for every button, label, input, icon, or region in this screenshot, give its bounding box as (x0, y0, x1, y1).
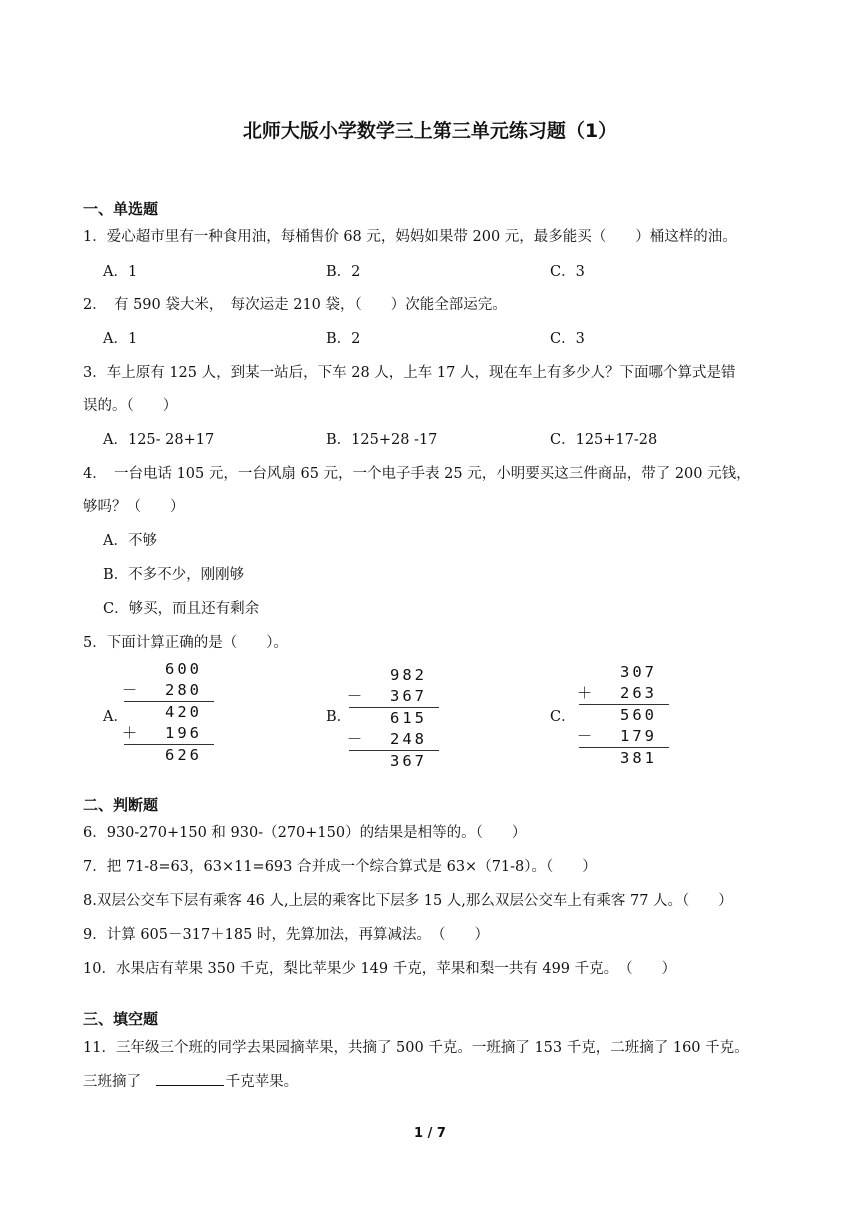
question-1: 1．爱心超市里有一种食用油，每桶售价 68 元，妈妈如果带 200 元，最多能买（ ）桶这样的油。 (83, 229, 737, 245)
question-11-line-1: 11．三年级三个班的同学去果园摘苹果，共摘了 500 千克。一班摘了 153 千克，二班摘了 160 千克。 (83, 1040, 749, 1056)
q4-option-c: C．够买，而且还有剩余 (103, 601, 260, 617)
question-3-line-1: 3．车上原有 125 人，到某一站后，下车 28 人，上车 17 人，现在车上有多少人？下面哪个算式是错 (83, 365, 736, 381)
q3-option-a: A．125- 28+17 (103, 432, 215, 448)
q5-option-a-calculation: 600 － 280 420 ＋ 196 626 (120, 659, 214, 766)
q11-prefix: 三班摘了 (83, 1074, 141, 1090)
question-2: 2． 有 590 袋大米， 每次运走 210 袋，（ ）次能全部运完。 (83, 297, 507, 313)
section-heading-single-choice: 一、单选题 (83, 200, 159, 218)
q5-option-c-label: C． (550, 709, 576, 725)
q3-option-c: C．125+17-28 (550, 432, 658, 448)
question-4-line-2: 够吗？（ ） (83, 499, 185, 515)
page-number: 1 / 7 (414, 1126, 446, 1141)
q3-option-b: B．125+28 -17 (326, 432, 438, 448)
question-8: 8.双层公交车下层有乘客 46 人,上层的乘客比下层多 15 人,那么双层公交车上有乘客 77 人。（ ） (83, 893, 733, 909)
q11-suffix: 千克苹果。 (225, 1074, 299, 1090)
q5-option-a-label: A． (103, 709, 128, 725)
q5-option-b-calculation: 982 － 367 615 － 248 367 (345, 665, 439, 772)
question-3-line-2: 误的。（ ） (83, 398, 178, 414)
q4-option-a: A．不够 (103, 533, 157, 549)
q2-option-a: A．1 (103, 331, 138, 347)
question-9: 9．计算 605－317＋185 时，先算加法，再算减法。 （ ） (83, 927, 489, 943)
q4-option-b: B．不多不少，刚刚够 (103, 567, 245, 583)
page-title: 北师大版小学数学三上第三单元练习题（1） (242, 120, 618, 142)
question-6: 6．930-270+150 和 930-（270+150）的结果是相等的。（ ） (83, 825, 527, 841)
question-7: 7．把 71-8=63，63×11=693 合并成一个综合算式是 63×（71-8）。（ ） (83, 859, 597, 875)
section-heading-fill-in: 三、填空题 (83, 1010, 159, 1028)
section-heading-true-false: 二、判断题 (83, 796, 159, 814)
q2-option-c: C．3 (550, 331, 585, 347)
q2-option-b: B．2 (326, 331, 361, 347)
q1-option-a: A．1 (103, 264, 138, 280)
question-4-line-1: 4． 一台电话 105 元，一台风扇 65 元，一个电子手表 25 元，小明要买这三件商品，带了 200 元钱， (83, 466, 751, 482)
question-5: 5．下面计算正确的是（ ）。 (83, 635, 288, 651)
q5-option-b-label: B． (326, 709, 352, 725)
answer-blank[interactable] (156, 1071, 224, 1086)
question-11-line-2 (83, 1070, 298, 1091)
q1-option-b: B．2 (326, 264, 361, 280)
q1-option-c: C．3 (550, 264, 585, 280)
question-10: 10．水果店有苹果 350 千克，梨比苹果少 149 千克，苹果和梨一共有 499 千克。 （ ） (83, 961, 677, 977)
q5-option-c-calculation: 307 ＋ 263 560 － 179 381 (575, 662, 669, 769)
